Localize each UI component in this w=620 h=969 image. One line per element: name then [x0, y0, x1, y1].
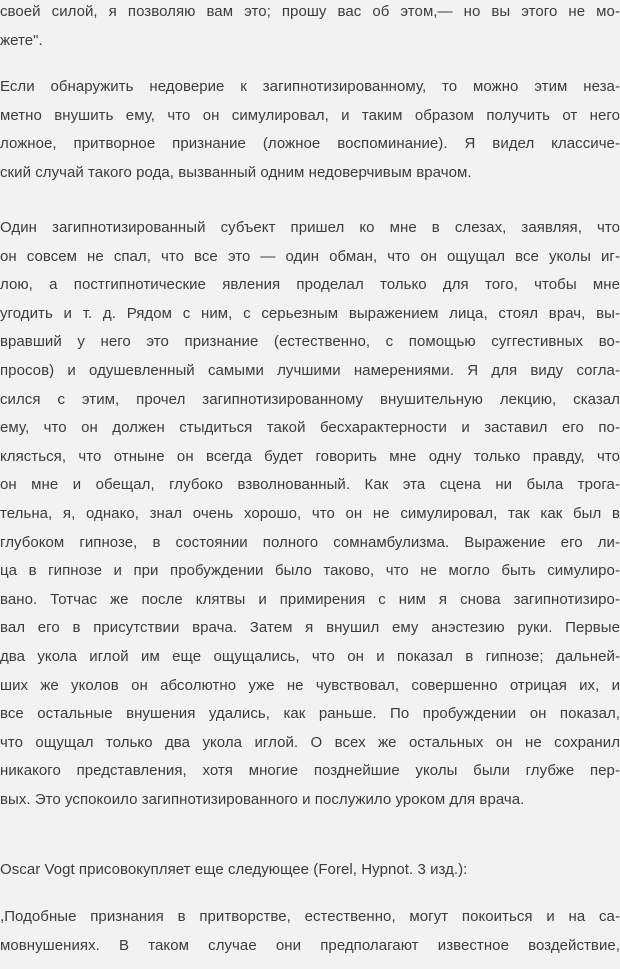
- text-line: Один загипнотизированный субъект пришел ко мне в слезах, заявляя, что: [0, 219, 620, 236]
- text-line: никакого представления, хотя многие позднейшие уколы были глубже пер-: [0, 762, 620, 780]
- text-line: глубоком гипнозе, в состоянии полного сомнамбулизма. Выражение его ли-: [0, 533, 620, 551]
- text-line: ших же уколов он абсолютно уже не чувствовал, совершенно отрицая их, и: [0, 676, 620, 694]
- text-line: мовнушениях. В таком случае они предполагают известное воздействие,: [0, 936, 620, 954]
- paragraph-3: [0, 214, 620, 814]
- text-line: своей силой, я позволяю вам это; прошу вас об этом,— но вы этого не мо-: [0, 3, 620, 20]
- paragraph-1: [0, 0, 620, 55]
- text-line: он совсем не спал, что все это — один обман, что он ощущал все уколы иг-: [0, 247, 620, 265]
- text-line: ский случай такого рода, вызванный одним недоверчивым врачом.: [0, 163, 472, 181]
- text-line: два укола иглой им еще ощущались, что он и показал в гипнозе; дальней-: [0, 647, 620, 665]
- paragraph-4: [0, 856, 620, 885]
- text-line: ,Подобные признания в притворстве, естественно, могут покоиться и на са-: [0, 908, 620, 925]
- text-line: жете".: [0, 31, 43, 49]
- text-line: лою, а постгипнотические явления проделал только для того, чтобы мне: [0, 276, 620, 294]
- text-line: клясться, что отныне он всегда будет говорить мне одну только правду, что: [0, 447, 620, 465]
- text-line: вравший у него это признание (естественно, с помощью суггестивных во-: [0, 333, 620, 351]
- text-line: он мне и обещал, глубоко взволнованный. Как эта сцена ни была трога-: [0, 476, 620, 494]
- text-line: угодить и т. д. Рядом с ним, с серьезным выражением лица, стоял врач, вы-: [0, 304, 620, 322]
- paragraph-5: [0, 903, 620, 960]
- text-line: Oscar Vogt присовокупляет еще следующее (Forel, Hypnot. 3 изд.):: [0, 861, 468, 878]
- text-line: что ощущал только два укола иглой. О всех же остальных он не сохранил: [0, 733, 620, 751]
- text-line: тельна, я, однако, знал очень хорошо, что он не симулировал, так как был в: [0, 504, 620, 522]
- text-line: все остальные внушения удались, как раньше. По пробуждении он показал,: [0, 705, 620, 723]
- text-line: вал его в присутствии врача. Затем я внушил ему анэстезию руки. Первые: [0, 619, 620, 637]
- text-line: просов) и одушевленный самыми лучшими намерениями. Я для виду согла-: [0, 361, 620, 379]
- text-line: ему, что он должен стыдиться такой бесхарактерности и заставил его по-: [0, 419, 620, 437]
- paragraph-2: [0, 73, 620, 187]
- text-line: вых. Это успокоило загипнотизированного и послужило уроком для врача.: [0, 790, 525, 808]
- text-line: ложное, притворное признание (ложное воспоминание). Я видел классиче-: [0, 135, 620, 153]
- text-line: Если обнаружить недоверие к загипнотизированному, то можно этим неза-: [0, 78, 620, 95]
- text-line: ца в гипнозе и при пробуждении было таково, что не могло быть симулиро-: [0, 562, 620, 580]
- text-line: вано. Тотчас же после клятвы и примирения с ним я снова загипнотизиро-: [0, 590, 620, 608]
- text-line: метно внушить ему, что он симулировал, и таким образом получить от него: [0, 106, 620, 124]
- text-line: сился с этим, прочел загипнотизированному внушительную лекцию, сказал: [0, 390, 620, 408]
